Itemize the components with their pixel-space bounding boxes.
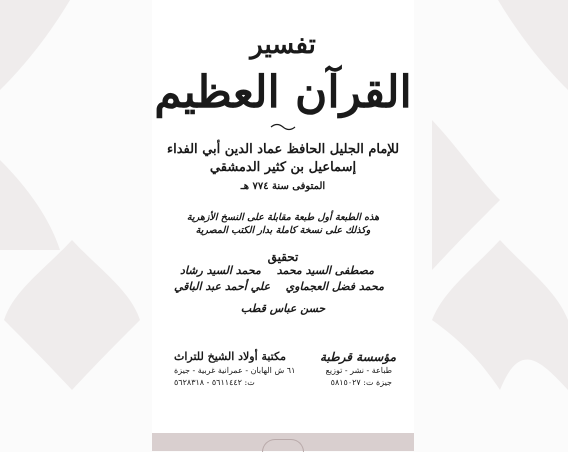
publisher-right-description: طباعة - نشر - توزيع <box>325 366 392 375</box>
ornament-shape-right-mid <box>432 240 568 390</box>
tahqiq-label: تحقيق <box>267 250 299 264</box>
editor-name: مصطفى السيد محمد <box>276 264 374 277</box>
publisher-right-name: مؤسسة قرطبة <box>320 350 396 364</box>
ornament-shape-right-top <box>498 0 568 90</box>
ornament-shape-right-low <box>432 120 500 270</box>
next-page-edge <box>152 433 414 451</box>
book-subtitle: تفسير <box>250 30 316 60</box>
edition-note-line-2: وكذلك على نسخة كاملة بدار الكتب المصرية <box>195 225 371 236</box>
author-line-2: إسماعيل بن كثير الدمشقي <box>209 160 357 175</box>
author-death-year: المتوفى سنة ٧٧٤ هـ <box>240 181 326 192</box>
editor-name: حسن عباس قطب <box>240 302 326 315</box>
editor-name: علي أحمد عبد الباقي <box>174 280 271 293</box>
author-line-1: للإمام الجليل الحافظ عماد الدين أبي الفداء <box>166 142 400 157</box>
edition-note-line-1: هذه الطبعة أول طبعة مقابلة على النسخ الأزهرية <box>186 212 380 223</box>
ornament-shape-left-mid <box>4 240 140 390</box>
publisher-left-phone: ت: ٥٦١١٤٤٢ - ٥٦٢٨٣١٨ <box>174 378 255 387</box>
editor-name: محمد فضل العجماوي <box>285 280 384 293</box>
decorative-flourish-icon <box>270 122 296 132</box>
ornament-shape-left-top <box>0 0 70 90</box>
publisher-left-address: ٦١ ش الهابان - عمرانية غربية - جيزة <box>174 366 296 375</box>
ornament-shape-left-low <box>0 160 60 250</box>
book-title: القرآن العظيم <box>154 67 412 118</box>
editor-name: محمد السيد رشاد <box>180 264 261 277</box>
publisher-right-contact: جيزة ت: ٥٨١٥٠٢٧ <box>330 378 392 387</box>
publisher-left-name: مكتبة أولاد الشيخ للتراث <box>174 350 286 363</box>
book-title-page <box>152 0 414 433</box>
